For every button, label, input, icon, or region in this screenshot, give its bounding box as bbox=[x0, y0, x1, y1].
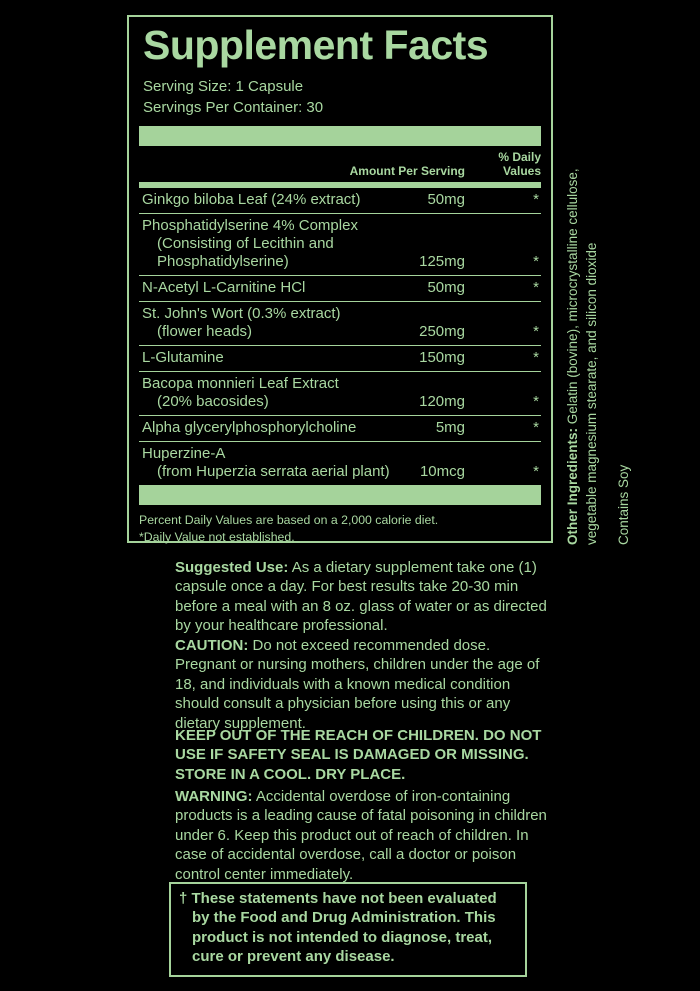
caution-paragraph bbox=[175, 636, 549, 733]
ingredient-name: St. John's Wort (0.3% extract) (flower heads) bbox=[142, 305, 341, 340]
table-row bbox=[139, 371, 541, 415]
ingredient-amount: 150mg bbox=[419, 349, 465, 366]
ingredient-amount: 50mg bbox=[427, 191, 465, 208]
other-ingredients-rest: Gelatin (bovine), microcrystalline cellulose, bbox=[565, 168, 580, 428]
ingredient-amount: 250mg bbox=[419, 323, 465, 340]
supplement-facts-panel bbox=[127, 15, 553, 543]
header-percent-daily-values bbox=[465, 150, 541, 178]
footnote-not-established: *Daily Value not established. bbox=[139, 529, 295, 544]
header-daily-line2: Values bbox=[502, 164, 541, 178]
serving-info bbox=[143, 76, 551, 118]
ingredient-amount: 120mg bbox=[419, 393, 465, 410]
header-daily-line1: % Daily bbox=[498, 150, 541, 164]
fda-disclaimer-text bbox=[179, 889, 517, 967]
ingredient-name: L-Glutamine bbox=[142, 349, 224, 366]
warning-text: Accidental overdose of iron-containing products is a leading cause of fatal poisoning in children under 6. Keep this product out of reach of children. In case of accidental overdose, call a doctor or poison control center immediately. bbox=[175, 788, 547, 883]
fda-disclaimer-box bbox=[169, 882, 527, 977]
ingredient-name: Phosphatidylserine 4% Complex (Consisting of Lecithin and Phosphatidylserine) bbox=[142, 217, 358, 270]
divider-bar-bottom bbox=[139, 485, 541, 505]
ingredient-name: Alpha glycerylphosphorylcholine bbox=[142, 419, 357, 436]
table-row bbox=[139, 188, 541, 213]
header-amount-per-serving: Amount Per Serving bbox=[349, 164, 465, 178]
table-row bbox=[139, 275, 541, 301]
ingredient-name: Bacopa monnieri Leaf Extract (20% bacosides) bbox=[142, 375, 339, 410]
ingredient-daily-value: * bbox=[533, 393, 539, 410]
panel-title: Supplement Facts bbox=[143, 22, 489, 68]
other-ingredients-line1 bbox=[563, 135, 582, 545]
other-ingredients-vertical bbox=[563, 135, 633, 545]
ingredient-daily-value: * bbox=[533, 419, 539, 436]
suggested-use-text: As a dietary supplement take one (1) capsule once a day. For best results take 20-30 min before a meal with an 8 oz. glass of water or as directed by your healthcare professional. bbox=[175, 559, 547, 635]
ingredient-daily-value: * bbox=[533, 191, 539, 208]
ingredient-amount: 50mg bbox=[427, 279, 465, 296]
table-row bbox=[139, 441, 541, 485]
other-ingredients-line2: vegetable magnesium stearate, and silicon dioxide bbox=[584, 242, 599, 545]
ingredient-amount: 5mg bbox=[435, 419, 465, 436]
table-row bbox=[139, 415, 541, 441]
dagger-symbol: † bbox=[179, 890, 188, 907]
ingredient-name: Ginkgo biloba Leaf (24% extract) bbox=[142, 191, 361, 208]
caution-text: Do not exceed recommended dose. Pregnant or nursing mothers, children under the age of 18, and individuals with a known medical condition should consult a physician before using this or any dietary supplement. bbox=[175, 637, 540, 732]
contains-soy: Contains Soy bbox=[616, 464, 631, 545]
divider-bar-top bbox=[139, 126, 541, 146]
suggested-use-label: Suggested Use: bbox=[175, 559, 289, 576]
footnote-daily-values: Percent Daily Values are based on a 2,000 calorie diet. bbox=[139, 513, 439, 527]
suggested-use-paragraph bbox=[175, 558, 549, 636]
ingredient-amount: 125mg bbox=[419, 253, 465, 270]
ingredient-daily-value: * bbox=[533, 279, 539, 296]
ingredient-amount: 10mcg bbox=[419, 463, 465, 480]
ingredient-table bbox=[139, 188, 541, 485]
table-row bbox=[139, 213, 541, 275]
warning-label: WARNING: bbox=[175, 788, 253, 805]
ingredient-daily-value: * bbox=[533, 349, 539, 366]
ingredient-name: N-Acetyl L-Carnitine HCl bbox=[142, 279, 306, 296]
fda-disclaimer-body: These statements have not been evaluated by the Food and Drug Administration. This product is not intended to diagnose, treat, cure or prevent any disease. bbox=[191, 890, 497, 966]
table-row bbox=[139, 301, 541, 345]
ingredient-daily-value: * bbox=[533, 253, 539, 270]
serving-size: Serving Size: 1 Capsule bbox=[143, 78, 304, 95]
keep-out-paragraph: KEEP OUT OF THE REACH OF CHILDREN. DO NOT USE IF SAFETY SEAL IS DAMAGED OR MISSING. STORE IN A COOL. DRY PLACE. bbox=[175, 727, 542, 783]
ingredient-daily-value: * bbox=[533, 463, 539, 480]
table-row bbox=[139, 345, 541, 371]
servings-per-container: Servings Per Container: 30 bbox=[143, 99, 324, 116]
ingredient-daily-value: * bbox=[533, 323, 539, 340]
ingredient-name: Huperzine-A (from Huperzia serrata aerial plant) bbox=[142, 445, 390, 480]
warning-paragraph bbox=[175, 787, 549, 884]
table-header bbox=[139, 150, 541, 182]
other-ingredients-label: Other Ingredients: bbox=[565, 427, 580, 545]
caution-label: CAUTION: bbox=[175, 637, 249, 654]
